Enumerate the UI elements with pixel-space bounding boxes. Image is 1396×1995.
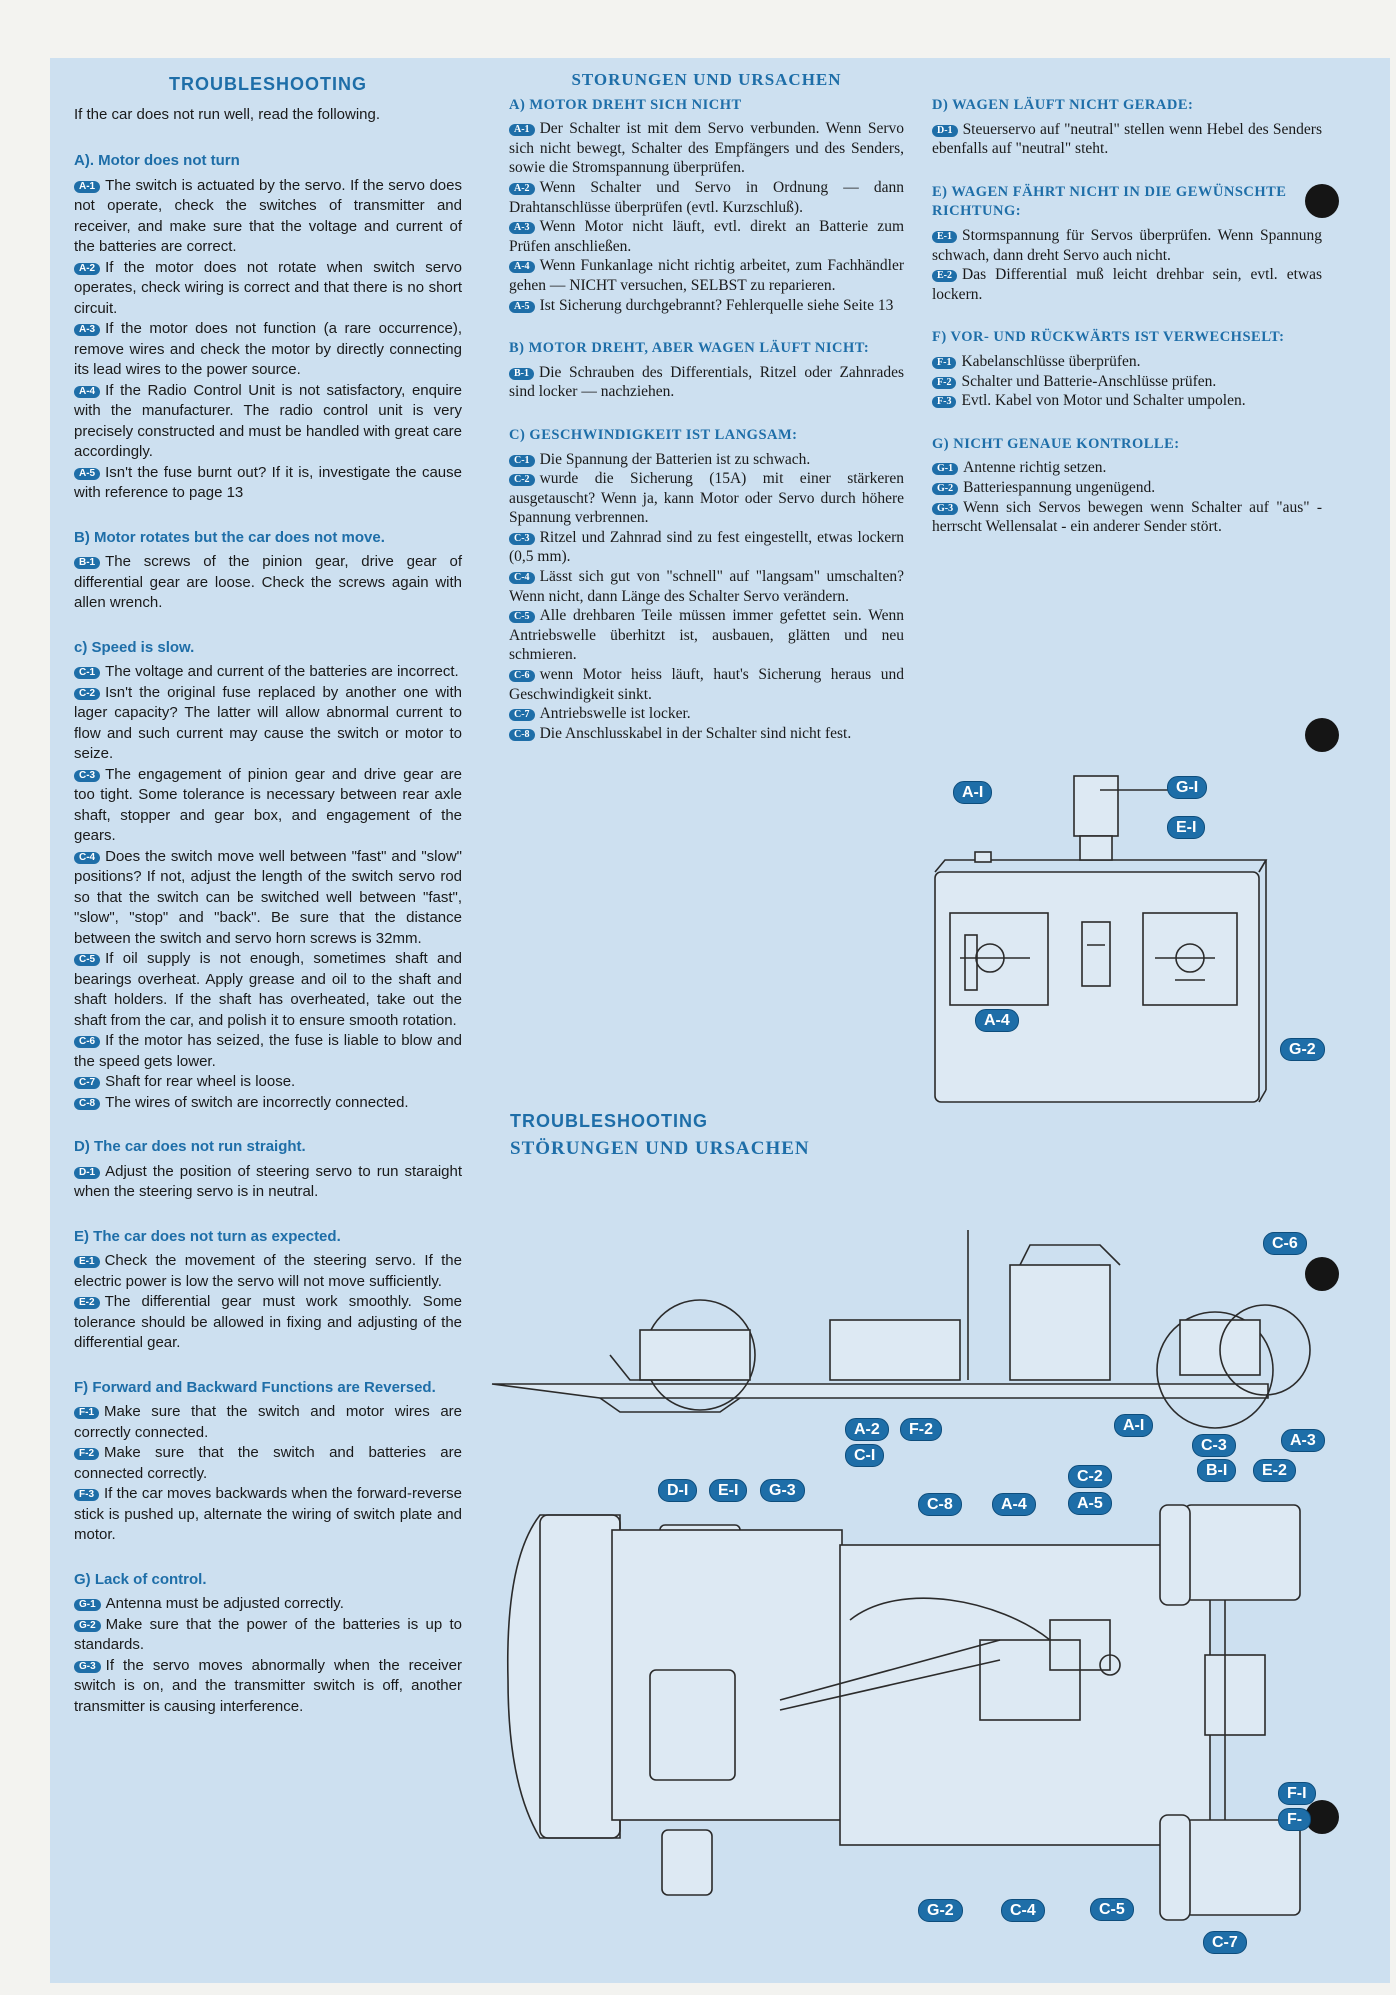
item-tag-badge: F-3 <box>74 1489 99 1501</box>
item-text: Wenn sich Servos bewegen wenn Schalter auf "aus" - herrscht Wellensalat - ein anderer Sender stört. <box>932 498 1322 536</box>
item-tag-badge: A-5 <box>74 468 100 480</box>
side-view-drawing <box>492 1230 1310 1428</box>
label-a1-side: A-I <box>1114 1414 1153 1437</box>
item-tag-badge: E-1 <box>932 231 957 243</box>
item-tag-badge: C-8 <box>74 1098 100 1110</box>
section-heading: c) Speed is slow. <box>74 638 195 656</box>
item-text: Das Differential muß leicht drehbar sein, evtl. etwas lockern. <box>932 266 1322 303</box>
item-text: wurde die Sicherung (15A) mit einer stärkeren ausgetauscht? Wenn ja, kann Motor oder Servo durch höhere Spannung verbrennen. <box>509 470 904 527</box>
label-g1: G-I <box>1167 776 1207 799</box>
label-g2-top: G-2 <box>918 1899 963 1922</box>
section-heading: A). Motor does not turn <box>74 152 240 169</box>
item-text: Adjust the position of steering servo to run staraight when the steering servo is in neutral. <box>74 1162 462 1200</box>
label-c5: C-5 <box>1090 1898 1134 1921</box>
item-tag-badge: C-6 <box>509 670 535 682</box>
item-text: If the motor has seized, the fuse is liable to blow and the speed gets lower. <box>74 1032 462 1070</box>
item-tag-badge: C-4 <box>509 572 535 584</box>
label-g3: G-3 <box>760 1479 805 1502</box>
item-tag-badge: C-5 <box>509 611 535 623</box>
item-tag-badge: A-3 <box>74 324 100 336</box>
label-c7: C-7 <box>1203 1931 1247 1954</box>
item-text: Lässt sich gut von "schnell" auf "langsam" umschalten? Wenn nicht, dann Länge des Schalter Servo verändern. <box>509 568 904 605</box>
label-a4-top: A-4 <box>992 1493 1036 1516</box>
item-text: Wenn Funkanlage nicht richtig arbeitet, zum Fachhändler gehen — NICHT versuchen, SELBST zu reparieren. <box>509 257 904 294</box>
label-c2: C-2 <box>1068 1465 1112 1488</box>
item-text: Batteriespannung ungenügend. <box>963 478 1156 496</box>
label-c4: C-4 <box>1001 1899 1045 1922</box>
item-text: Wenn Motor nicht läuft, evtl. direkt an Batterie zum Prüfen anschließen. <box>509 218 904 255</box>
section-heading: F) VOR- UND RÜCKWÄRTS IST VERWECHSELT: <box>932 329 1285 346</box>
section-heading: B) Motor rotates but the car does not move. <box>74 528 385 546</box>
item-text: Isn't the fuse burnt out? If it is, investigate the cause with reference to page 13 <box>74 463 462 501</box>
item-tag-badge: C-1 <box>74 667 100 679</box>
item-text: Isn't the original fuse replaced by another one with lager capacity? The latter will allow abnormal current to flow and such current may cause the switch or motor to seize. <box>74 683 462 762</box>
item-text: Make sure that the switch and batteries are connected correctly. <box>74 1444 462 1482</box>
item-text: Ist Sicherung durchgebrannt? Fehlerquelle siehe Seite 13 <box>539 296 894 314</box>
label-g2-transmitter: G-2 <box>1280 1038 1325 1061</box>
section-heading: E) WAGEN FÄHRT NICHT IN DIE GEWÜNSCHTE RICHTUNG: <box>932 183 1287 220</box>
label-e2: E-2 <box>1253 1459 1296 1482</box>
item-tag-badge: C-1 <box>509 455 535 467</box>
item-text: Make sure that the power of the batteries is up to standards. <box>74 1615 462 1653</box>
item-text: Check the movement of the steering servo. If the electric power is low the servo will not move sufficiently. <box>74 1252 462 1290</box>
item-tag-badge: F-3 <box>932 396 956 408</box>
label-c8: C-8 <box>918 1493 962 1516</box>
item-tag-badge: C-3 <box>509 533 535 545</box>
item-tag-badge: A-4 <box>509 261 535 273</box>
item-tag-badge: A-5 <box>509 301 535 313</box>
item-text: Antenna must be adjusted correctly. <box>105 1595 344 1612</box>
item-text: If the car moves backwards when the forward-reverse stick is pushed up, alternate the wiring of switch plate and motor. <box>74 1485 462 1543</box>
item-tag-badge: B-1 <box>509 368 534 380</box>
label-c3: C-3 <box>1192 1434 1236 1457</box>
item-tag-badge: G-3 <box>932 503 958 515</box>
section-heading: G) Lack of control. <box>74 1570 207 1588</box>
section-heading: D) WAGEN LÄUFT NICHT GERADE: <box>932 97 1194 113</box>
label-e1-transmitter: E-I <box>1167 816 1205 839</box>
section-heading: G) NICHT GENAUE KONTROLLE: <box>932 435 1180 452</box>
item-tag-badge: E-1 <box>74 1256 100 1268</box>
item-tag-badge: A-1 <box>509 124 535 136</box>
item-tag-badge: F-1 <box>932 357 956 369</box>
item-tag-badge: A-4 <box>74 386 100 398</box>
item-text: Ritzel und Zahnrad sind zu fest eingestellt, etwas lockern (0,5 mm). <box>509 528 904 566</box>
item-tag-badge: F-1 <box>74 1407 99 1419</box>
item-text: Steuerservo auf "neutral" stellen wenn Hebel des Senders ebenfalls auf "neutral" steht. <box>932 120 1322 158</box>
label-f2: F-2 <box>900 1418 942 1441</box>
label-a1-transmitter: A-I <box>953 781 992 804</box>
item-tag-badge: C-2 <box>74 688 100 700</box>
label-f3: F- <box>1278 1808 1311 1831</box>
item-tag-badge: B-1 <box>74 557 100 569</box>
item-text: Schalter und Batterie-Anschlüsse prüfen. <box>961 372 1217 390</box>
item-text: If the motor does not function (a rare occurrence), remove wires and check the motor by directly connecting its lead wires to the power source. <box>74 320 462 378</box>
item-tag-badge: C-2 <box>509 474 535 486</box>
label-e1-top: E-I <box>709 1479 747 1502</box>
transmitter-drawing <box>935 776 1266 1102</box>
item-text: The voltage and current of the batteries are incorrect. <box>105 663 459 680</box>
english-intro: If the car does not run well, read the following. <box>74 105 381 123</box>
item-text: If the Radio Control Unit is not satisfactory, enquire with the manufacturer. The radio control unit is very precisely constructed and must be handled with great care accordingly. <box>74 381 462 460</box>
item-tag-badge: G-1 <box>932 463 958 475</box>
section-heading: F) Forward and Backward Functions are Reversed. <box>74 1378 436 1396</box>
section-heading: D) The car does not run straight. <box>74 1138 306 1155</box>
german-title: STORUNGEN UND URSACHEN <box>571 70 842 89</box>
item-tag-badge: A-2 <box>74 263 100 275</box>
item-text: If the servo moves abnormally when the receiver switch is on, and the transmitter switch is off, another transmitter is causing interference. <box>74 1656 462 1715</box>
item-tag-badge: C-3 <box>74 770 100 782</box>
label-a4-transmitter: A-4 <box>975 1009 1019 1032</box>
item-text: Wenn Schalter und Servo in Ordnung — dann Drahtanschlüsse überprüfen (evtl. Kurzschluß). <box>509 178 904 216</box>
item-text: The differential gear must work smoothly. Some tolerance should be allowed in fixing and adjusting of the differential gear. <box>74 1293 462 1351</box>
label-c6: C-6 <box>1263 1232 1307 1255</box>
item-tag-badge: A-3 <box>509 222 535 234</box>
item-tag-badge: A-1 <box>74 181 100 193</box>
item-tag-badge: G-3 <box>74 1661 101 1673</box>
item-text: Stormspannung für Servos überprüfen. Wenn Spannung schwach, dann dreht Servo auch nicht. <box>932 226 1322 264</box>
item-tag-badge: F-2 <box>932 377 956 389</box>
label-d1: D-I <box>658 1479 697 1502</box>
label-b1: B-I <box>1197 1459 1236 1482</box>
item-tag-badge: C-6 <box>74 1036 100 1048</box>
diagram-title-de: STÖRUNGEN UND URSACHEN <box>510 1138 810 1159</box>
item-text: Evtl. Kabel von Motor und Schalter umpolen. <box>961 392 1246 410</box>
item-tag-badge: C-5 <box>74 954 100 966</box>
item-tag-badge: C-7 <box>509 709 535 721</box>
item-text: wenn Motor heiss läuft, haut's Sicherung heraus und Geschwindigkeit sinkt. <box>509 666 904 703</box>
item-tag-badge: F-2 <box>74 1448 99 1460</box>
label-a2: A-2 <box>845 1418 889 1441</box>
item-text: The wires of switch are incorrectly connected. <box>105 1093 409 1111</box>
item-text: Die Anschlusskabel in der Schalter sind nicht fest. <box>539 724 852 742</box>
item-tag-badge: C-7 <box>74 1077 100 1089</box>
item-text: Alle drehbaren Teile müssen immer gefettet sein. Wenn Antriebswelle überhitzt ist, ausbauen, glätten und neu schmieren. <box>509 607 904 664</box>
english-title: TROUBLESHOOTING <box>169 74 367 94</box>
section-heading: C) GESCHWINDIGKEIT IST LANGSAM: <box>509 426 798 443</box>
item-text: Does the switch move well between "fast" and "slow" positions? If not, adjust the length of the switch servo rod so that the switch can be switched well between "fast", "slow", "stop" and "back". Be sure that the distance between the switch and servo horn screws is 32mm. <box>74 847 462 947</box>
item-tag-badge: E-2 <box>932 270 957 282</box>
item-text: The screws of the pinion gear, drive gear of differential gear are loose. Check the screws again with allen wrench. <box>74 553 462 611</box>
section-heading: B) MOTOR DREHT, ABER WAGEN LÄUFT NICHT: <box>509 340 870 357</box>
item-text: If oil supply is not enough, sometimes shaft and bearings overheat. Apply grease and oil to the shaft and shaft holders. If the shaft has overheated, take out the shaft from the car, and polish it to ensure smooth rotation. <box>74 950 462 1029</box>
item-text: The switch is actuated by the servo. If the servo does not operate, check the switches of transmitter and receiver, and make sure that the voltage and current of the batteries are correct. <box>74 176 462 255</box>
diagram-title-en: TROUBLESHOOTING <box>510 1111 708 1131</box>
item-tag-badge: G-1 <box>74 1599 101 1611</box>
label-a5: A-5 <box>1068 1492 1112 1515</box>
item-text: The engagement of pinion gear and drive gear are too tight. Some tolerance is necessary between rear axle shaft, stopper and gear box, and engagement of the gears. <box>74 765 462 844</box>
item-tag-badge: C-8 <box>509 729 535 741</box>
top-view-drawing <box>508 1505 1300 1920</box>
item-text: Kabelanschlüsse überprüfen. <box>961 352 1141 370</box>
section-heading: E) The car does not turn as expected. <box>74 1227 341 1245</box>
label-f1: F-I <box>1278 1782 1316 1805</box>
item-tag-badge: A-2 <box>509 183 535 195</box>
item-text: Antriebswelle ist locker. <box>539 705 691 723</box>
item-tag-badge: D-1 <box>932 125 958 137</box>
item-tag-badge: C-4 <box>74 852 100 864</box>
item-text: Make sure that the switch and motor wires are correctly connected. <box>74 1403 462 1441</box>
label-a3: A-3 <box>1281 1429 1325 1452</box>
item-text: Shaft for rear wheel is loose. <box>105 1073 296 1090</box>
item-text: Die Spannung der Batterien ist zu schwach. <box>539 450 811 468</box>
section-heading: A) MOTOR DREHT SICH NICHT <box>509 96 742 113</box>
item-tag-badge: E-2 <box>74 1297 100 1309</box>
item-text: Die Schrauben des Differentials, Ritzel oder Zahnrades sind locker — nachziehen. <box>509 363 904 401</box>
item-tag-badge: D-1 <box>74 1167 100 1179</box>
item-tag-badge: G-2 <box>932 483 958 495</box>
item-text: Der Schalter ist mit dem Servo verbunden. Wenn Servo sich nicht bewegt, Schalter des Empfängers und des Senders, sowie die Stromspannung überprüfen. <box>509 120 904 177</box>
item-tag-badge: G-2 <box>74 1620 101 1632</box>
label-c1: C-I <box>845 1444 884 1467</box>
item-text: Antenne richtig setzen. <box>963 459 1107 477</box>
item-text: If the motor does not rotate when switch servo operates, check wiring is correct and that there is no short circuit. <box>74 258 462 317</box>
